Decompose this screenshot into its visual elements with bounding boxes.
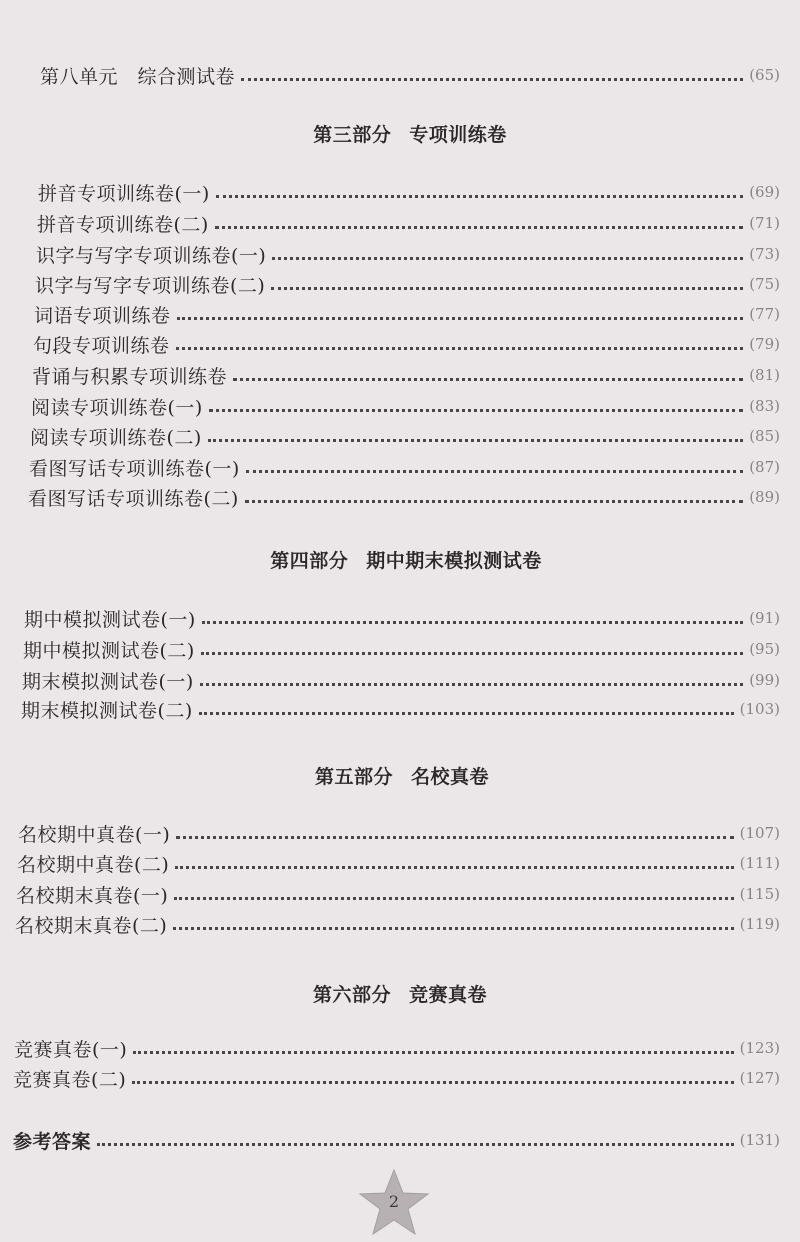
entry-page: (99): [749, 671, 780, 689]
entry-title: 名校期中真卷(二): [17, 853, 170, 876]
dot-leader: [133, 1051, 733, 1054]
toc-entry[interactable]: [28, 482, 780, 512]
section-part: 第三部分: [313, 124, 392, 146]
entry-title: 看图写话专项训练卷(二): [28, 487, 239, 510]
entry-page: (107): [739, 824, 780, 842]
toc-entry[interactable]: [37, 208, 780, 238]
dot-leader: [132, 1081, 733, 1084]
dot-leader: [175, 866, 733, 869]
dot-leader: [271, 287, 743, 290]
entry-page: (83): [749, 397, 780, 415]
dot-leader: [201, 652, 743, 655]
dot-leader: [176, 836, 733, 839]
toc-entry[interactable]: [18, 818, 780, 848]
dot-leader: [209, 409, 743, 412]
entry-title: 第八单元 综合测试卷: [40, 65, 236, 88]
dot-leader: [208, 439, 743, 442]
entry-page: (123): [739, 1039, 780, 1057]
toc-entry[interactable]: [38, 177, 780, 207]
dot-leader: [216, 195, 743, 198]
entry-title: 名校期末真卷(二): [15, 914, 168, 937]
entry-page: (79): [749, 335, 780, 353]
section-heading-5: [0, 762, 800, 789]
entry-page: (111): [739, 854, 780, 872]
entry-page: (65): [749, 66, 780, 84]
toc-entry[interactable]: [31, 391, 780, 421]
dot-leader: [173, 927, 733, 930]
entry-page: (73): [749, 245, 780, 263]
dot-leader: [177, 317, 744, 320]
entry-page: (81): [749, 366, 780, 384]
toc-entry[interactable]: [13, 1063, 780, 1093]
dot-leader: [176, 347, 744, 350]
section-name: 竞赛真卷: [409, 984, 488, 1006]
section-heading-4: [0, 546, 800, 573]
entry-title: 参考答案: [13, 1130, 92, 1153]
toc-entry[interactable]: [29, 452, 780, 482]
toc-entry[interactable]: [33, 329, 780, 359]
toc-entry[interactable]: [15, 909, 780, 939]
toc-entry[interactable]: [22, 665, 780, 695]
entry-page: (77): [749, 305, 780, 323]
toc-entry[interactable]: [36, 239, 780, 269]
entry-title: 阅读专项训练卷(一): [31, 396, 203, 419]
entry-title: 拼音专项训练卷(一): [38, 182, 210, 205]
section-heading-6: [0, 980, 800, 1007]
entry-title: 看图写话专项训练卷(一): [29, 457, 240, 480]
entry-page: (131): [739, 1131, 780, 1149]
page-number: 2: [388, 1192, 400, 1211]
entry-page: (85): [749, 427, 780, 445]
dot-leader: [245, 500, 743, 503]
entry-page: (119): [739, 915, 780, 933]
toc-entry[interactable]: [16, 879, 780, 909]
section-name: 期中期末模拟测试卷: [366, 550, 542, 572]
entry-title: 句段专项训练卷: [33, 334, 170, 357]
entry-page: (103): [739, 700, 780, 718]
entry-title: 期末模拟测试卷(一): [22, 670, 194, 693]
entry-title: 名校期末真卷(一): [16, 884, 169, 907]
entry-title: 竞赛真卷(一): [14, 1038, 128, 1061]
toc-entry-unit8[interactable]: [40, 60, 780, 90]
entry-page: (89): [749, 488, 780, 506]
entry-page: (69): [749, 183, 780, 201]
toc-entry[interactable]: [32, 360, 780, 390]
toc-entry[interactable]: [35, 269, 780, 299]
entry-title: 名校期中真卷(一): [18, 823, 171, 846]
entry-title: 期中模拟测试卷(一): [24, 608, 196, 631]
entry-title: 阅读专项训练卷(二): [30, 426, 202, 449]
entry-page: (95): [749, 640, 780, 658]
entry-page: (115): [739, 885, 780, 903]
entry-page: (91): [749, 609, 780, 627]
entry-title: 竞赛真卷(二): [13, 1068, 127, 1091]
section-name: 名校真卷: [411, 766, 490, 788]
section-part: 第五部分: [314, 766, 393, 788]
toc-entry[interactable]: [23, 634, 780, 664]
toc-entry[interactable]: [14, 1033, 780, 1063]
entry-title: 背诵与积累专项训练卷: [32, 365, 228, 388]
dot-leader: [202, 621, 743, 624]
section-heading-3: [0, 120, 800, 147]
dot-leader: [174, 897, 733, 900]
dot-leader: [272, 257, 743, 260]
entry-title: 识字与写字专项训练卷(二): [35, 274, 266, 297]
section-name: 专项训练卷: [409, 124, 507, 146]
toc-entry[interactable]: [21, 694, 780, 724]
entry-page: (127): [739, 1069, 780, 1087]
dot-leader: [233, 378, 743, 381]
entry-page: (75): [749, 275, 780, 293]
entry-title: 期中模拟测试卷(二): [23, 639, 195, 662]
toc-entry[interactable]: [30, 421, 780, 451]
dot-leader: [199, 712, 734, 715]
entry-title: 词语专项训练卷: [34, 304, 171, 327]
entry-page: (71): [749, 214, 780, 232]
dot-leader: [241, 78, 743, 81]
toc-entry[interactable]: [24, 603, 780, 633]
dot-leader: [246, 470, 743, 473]
entry-title: 期末模拟测试卷(二): [21, 699, 193, 722]
toc-entry[interactable]: [17, 848, 780, 878]
section-part: 第六部分: [312, 984, 391, 1006]
page-number-star: [356, 1168, 432, 1238]
entry-title: 识字与写字专项训练卷(一): [36, 244, 267, 267]
dot-leader: [200, 683, 743, 686]
entry-title: 拼音专项训练卷(二): [37, 213, 209, 236]
section-part: 第四部分: [270, 550, 349, 572]
dot-leader: [215, 226, 743, 229]
dot-leader: [97, 1143, 734, 1146]
toc-entry[interactable]: [34, 299, 780, 329]
entry-page: (87): [749, 458, 780, 476]
toc-entry-answers[interactable]: [13, 1125, 780, 1155]
